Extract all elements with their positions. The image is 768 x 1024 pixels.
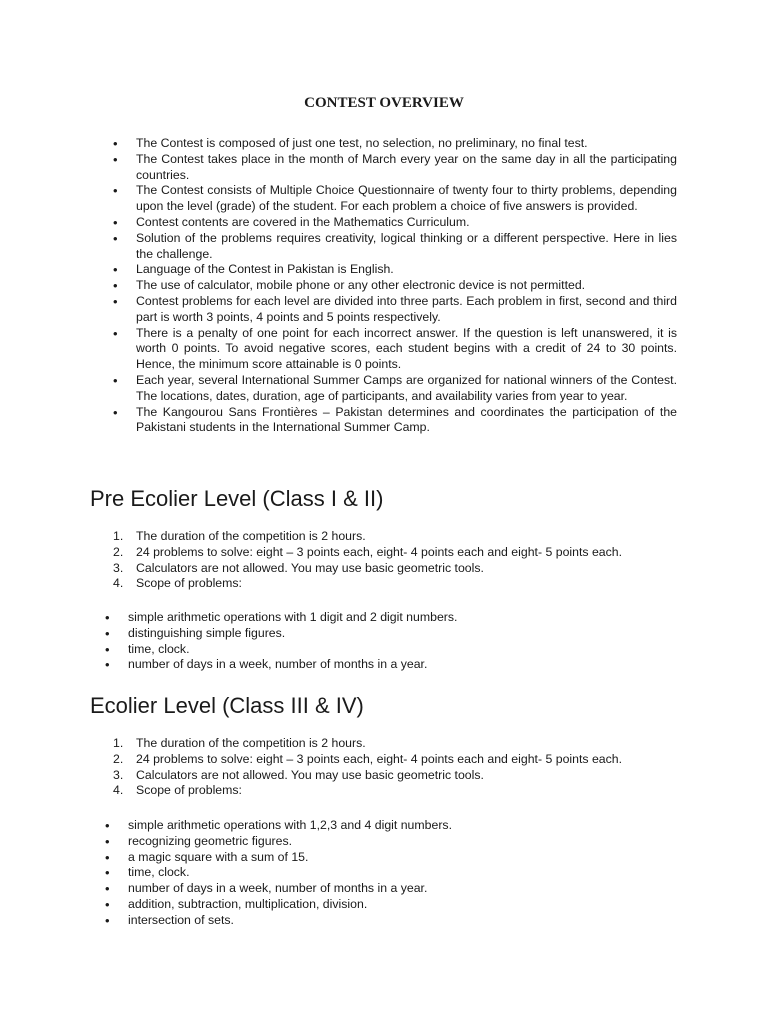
- page-title: CONTEST OVERVIEW: [304, 95, 464, 111]
- list-item: • Each year, several International Summer Camps are organized for national winners of the Contest. The locations, dates, duration, age of participants, and availability varies from year to year.: [113, 373, 677, 405]
- item-text: Calculators are not allowed. You may use basic geometric tools.: [136, 560, 484, 575]
- list-item: • Language of the Contest in Pakistan is English.: [113, 262, 677, 278]
- item-number: 3.: [113, 767, 124, 782]
- ecolier-scope-list: [105, 818, 665, 929]
- numbered-item: [113, 736, 693, 752]
- list-item: • number of days in a week, number of months in a year.: [105, 881, 665, 897]
- ecolier-steps: [113, 736, 693, 799]
- list-item: • recognizing geometric figures.: [105, 834, 665, 850]
- list-item: • number of days in a week, number of months in a year.: [105, 657, 665, 673]
- list-item: • The Kangourou Sans Frontières – Pakistan determines and coordinates the participation of the Pakistani students in the International Summer Camp.: [113, 405, 677, 437]
- list-item: • intersection of sets.: [105, 913, 665, 929]
- list-item: • addition, subtraction, multiplication, division.: [105, 897, 665, 913]
- item-number: 2.: [113, 751, 124, 766]
- list-item: • simple arithmetic operations with 1,2,3 and 4 digit numbers.: [105, 818, 665, 834]
- list-item: • time, clock.: [105, 865, 665, 881]
- list-item: • Solution of the problems requires creativity, logical thinking or a different perspective. Here in lies the challenge.: [113, 231, 677, 263]
- item-text: Scope of problems:: [136, 783, 242, 798]
- item-number: 3.: [113, 560, 124, 575]
- ecolier-heading: Ecolier Level (Class III & IV): [90, 693, 364, 718]
- numbered-item: [113, 768, 693, 784]
- pre-ecolier-scope-list: [105, 610, 665, 673]
- item-text: The duration of the competition is 2 hours.: [136, 736, 366, 750]
- list-item: • The Contest consists of Multiple Choice Questionnaire of twenty four to thirty problems, depending upon the level (grade) of the student. For each problem a choice of five answers is provided.: [113, 183, 677, 215]
- item-number: 2.: [113, 544, 124, 559]
- list-item: • The Contest is composed of just one test, no selection, no preliminary, no final test.: [113, 136, 677, 152]
- item-text: Calculators are not allowed. You may use basic geometric tools.: [136, 767, 484, 782]
- item-text: 24 problems to solve: eight – 3 points each, eight- 4 points each and eight- 5 points each.: [136, 544, 623, 559]
- item-text: 24 problems to solve: eight – 3 points each, eight- 4 points each and eight- 5 points each.: [136, 751, 623, 766]
- item-number: 4.: [113, 576, 124, 591]
- item-text: Scope of problems:: [136, 576, 242, 591]
- list-item: • There is a penalty of one point for each incorrect answer. If the question is left unanswered, it is worth 0 points. To avoid negative scores, each student begins with a credit of 24 to 30 points. Hence, the minimum score attainable is 0 points.: [113, 326, 677, 373]
- list-item: • time, clock.: [105, 642, 665, 658]
- pre-ecolier-heading: Pre Ecolier Level (Class I & II): [90, 486, 384, 511]
- numbered-item: [113, 576, 693, 592]
- item-number: 1.: [113, 529, 124, 543]
- numbered-item: [113, 752, 693, 768]
- overview-list: [113, 136, 677, 436]
- item-number: 1.: [113, 736, 124, 750]
- item-number: 4.: [113, 783, 124, 798]
- list-item: • The Contest takes place in the month of March every year on the same day in all the participating countries.: [113, 152, 677, 184]
- numbered-item: [113, 561, 693, 577]
- pre-ecolier-steps: [113, 529, 693, 592]
- numbered-item: [113, 529, 693, 545]
- list-item: • simple arithmetic operations with 1 digit and 2 digit numbers.: [105, 610, 665, 626]
- numbered-item: [113, 545, 693, 561]
- item-text: The duration of the competition is 2 hours.: [136, 529, 366, 543]
- list-item: • The use of calculator, mobile phone or any other electronic device is not permitted.: [113, 278, 677, 294]
- list-item: • Contest contents are covered in the Mathematics Curriculum.: [113, 215, 677, 231]
- list-item: • Contest problems for each level are divided into three parts. Each problem in first, second and third part is worth 3 points, 4 points and 5 points respectively.: [113, 294, 677, 326]
- numbered-item: [113, 783, 693, 799]
- list-item: • a magic square with a sum of 15.: [105, 850, 665, 866]
- list-item: • distinguishing simple figures.: [105, 626, 665, 642]
